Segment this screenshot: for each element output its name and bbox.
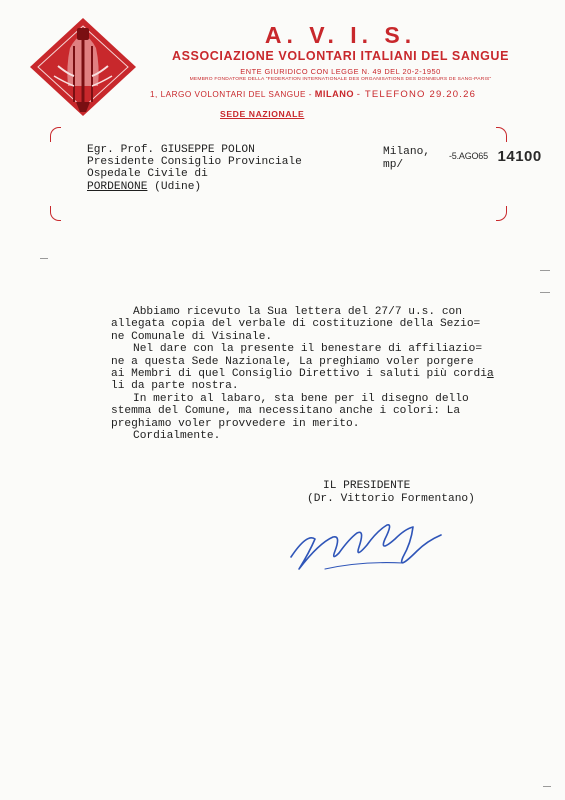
letter-body [111,306,494,442]
stamp-date: -5.AGO65 [449,151,488,161]
address-window-corner [50,127,61,142]
addressee-line [87,181,302,193]
body-line: Abbiamo ricevuto la Sua lettera del 27/7 u.s. con [133,306,462,318]
letter-reference: mp/ [383,158,404,171]
protocol-stamp [449,148,542,168]
org-city: MILANO [314,89,355,99]
body-line: preghiamo voler provvedere in merito. [111,417,360,430]
org-phone: - TELEFONO 29.20.26 [356,89,477,100]
body-line: stemma del Comune, ma necessitano anche i colori: La [111,405,461,418]
scan-mark [40,258,48,259]
addressee-block [87,144,302,193]
org-founder-note: MEMBRO FONDATORE DELLA "FEDERATION INTERNATIONALE DES ORGANISATIONS DES DONNEURS DE SANG-PARIS" [189,77,492,82]
address-window-corner [496,127,507,142]
body-line-part: a [486,367,494,380]
org-legal-note: ENTE GIURIDICO CON LEGGE N. 49 DEL 20-2-1950 [240,67,441,76]
body-line [111,368,494,380]
signer-name: (Dr. Vittorio Formentano) [307,492,475,505]
address-window-corner [50,206,61,221]
org-full-name: ASSOCIAZIONE VOLONTARI ITALIANI DEL SANGUE [171,49,510,63]
org-seat-line [0,109,565,119]
org-acronym: A. V. I. S. [264,22,417,48]
signature-block [307,480,475,505]
body-line: Cordialmente. [133,429,221,442]
addressee-line: Presidente Consiglio Provinciale [87,156,302,169]
scan-mark [540,270,550,271]
signer-title: IL PRESIDENTE [323,480,411,492]
addressee-city: PORDENONE [87,180,148,193]
addressee-line: Egr. Prof. GIUSEPPE POLON [87,144,255,156]
addressee-province: (Udine) [147,180,202,193]
org-seat: SEDE NAZIONALE [220,109,305,119]
body-line: Nel dare con la presente il benestare di affiliazio= [133,343,483,356]
place-ref-block [383,146,430,171]
body-line: In merito al labaro, sta bene per il disegno dello [133,392,469,405]
org-address-line [150,89,545,100]
body-line: ne Comunale di Visinale. [111,330,273,343]
address-window-corner [496,206,507,221]
letter-city: Milano, [383,146,430,158]
avis-logo-icon [28,16,138,118]
body-line: allegata copia del verbale di costituzione della Sezio= [111,318,481,331]
org-address: 1, LARGO VOLONTARI DEL SANGUE - [150,90,312,99]
scan-mark [540,292,550,293]
stamp-number: 14100 [497,148,542,165]
handwritten-signature-icon [285,513,445,581]
scan-mark [543,786,551,787]
addressee-line: Ospedale Civile di [87,168,208,181]
body-line-part: ai Membri di quel Consiglio Direttivo i saluti più cordi [111,367,487,380]
body-line: li da parte nostra. [111,380,239,393]
body-line: ne a questa Sede Nazionale, La preghiamo voler porgere [111,355,474,368]
